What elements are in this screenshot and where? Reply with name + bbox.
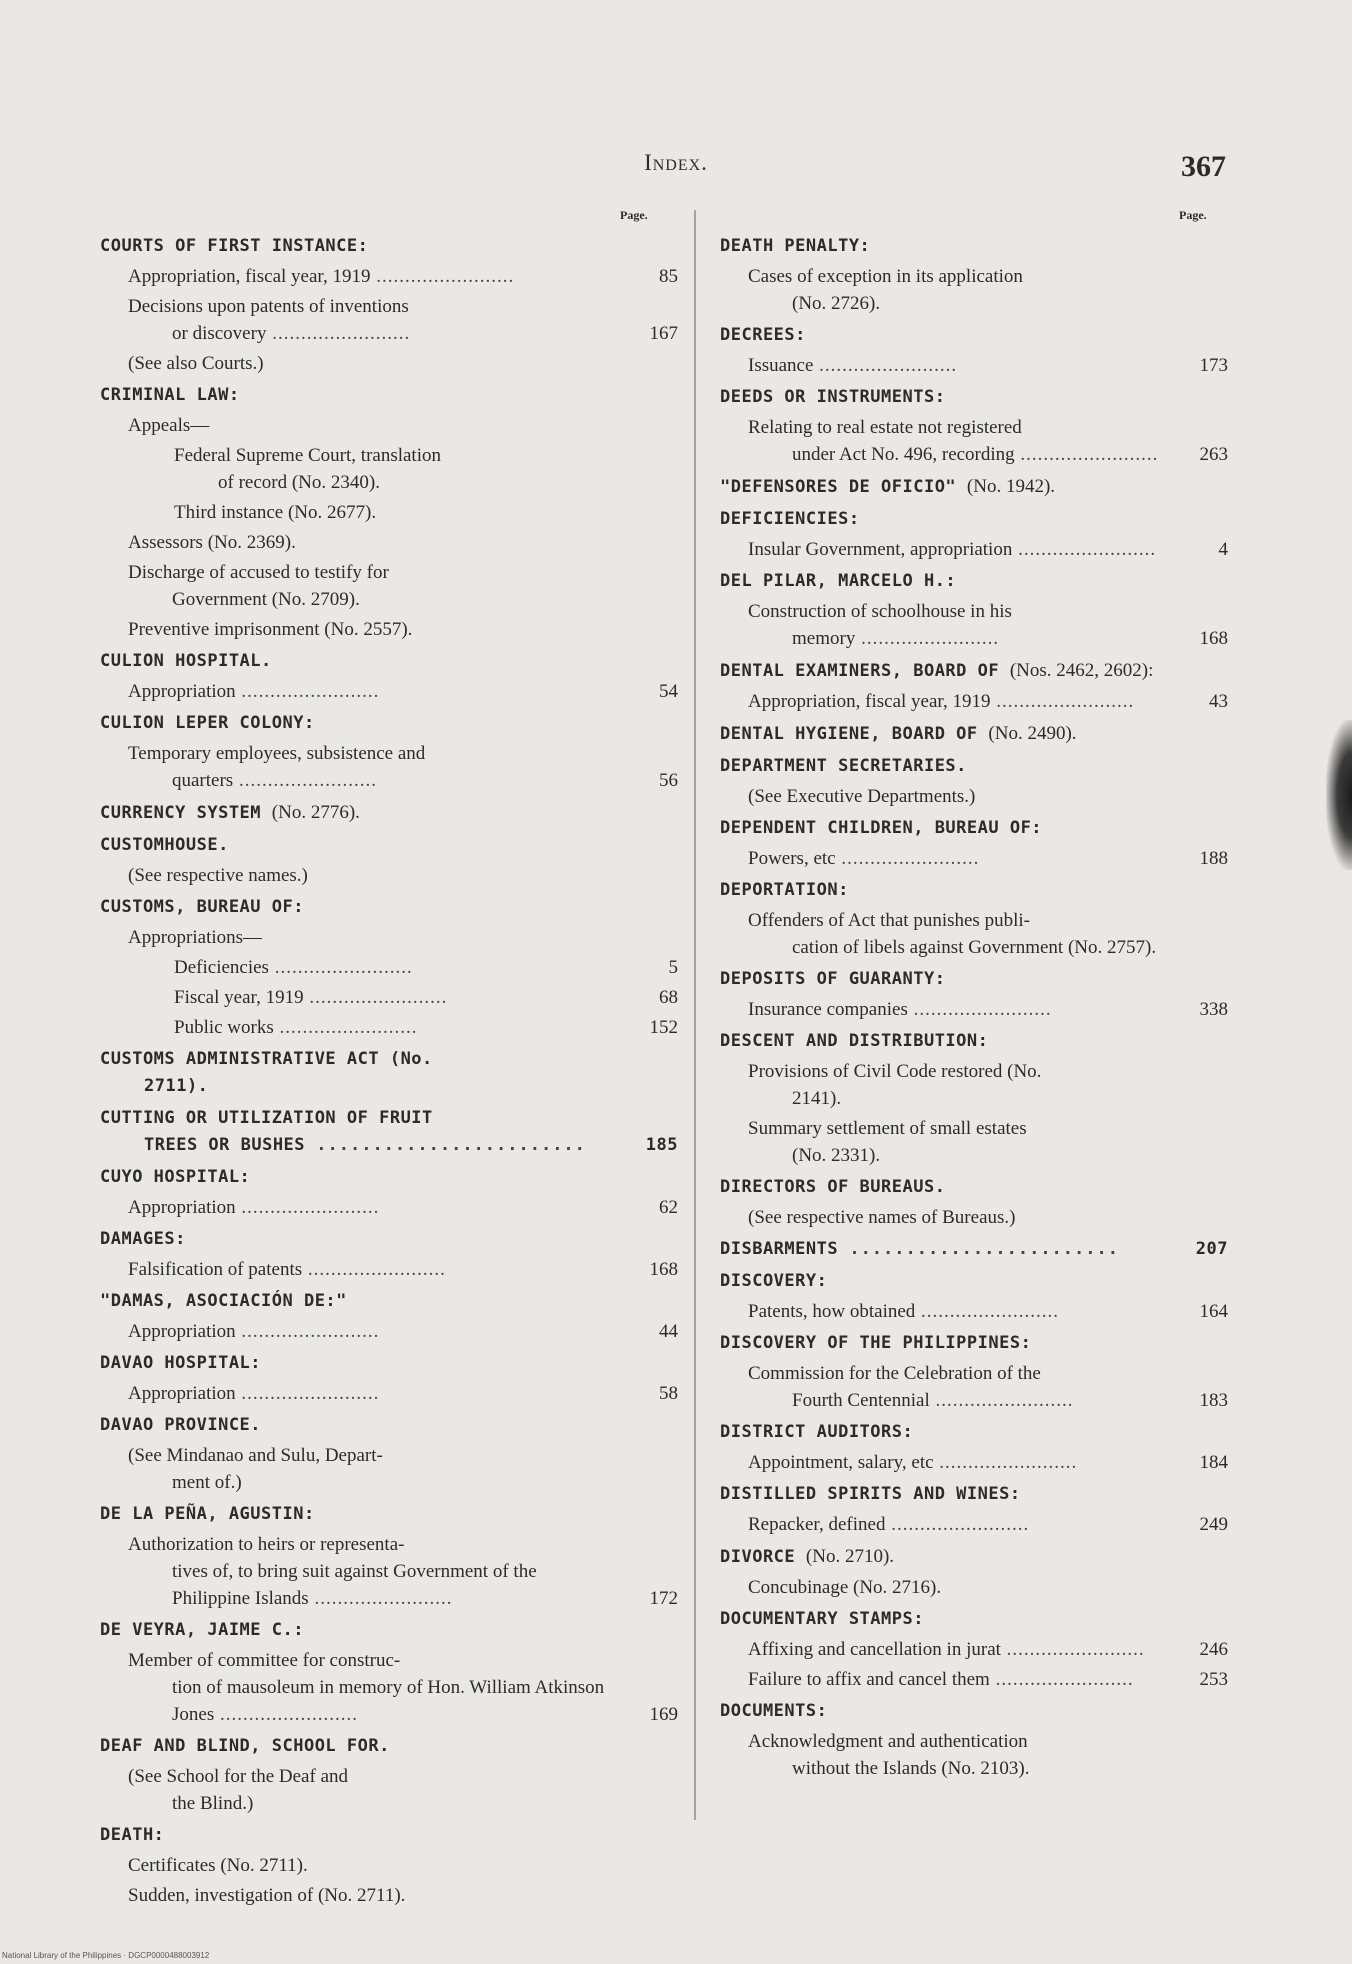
entry-text: DE LA PEÑA, AGUSTIN:	[100, 1504, 315, 1524]
index-subentry	[720, 1511, 1228, 1538]
index-subentry	[100, 1763, 678, 1817]
index-subentry	[720, 1666, 1228, 1693]
index-subentry	[720, 536, 1228, 563]
index-heading	[720, 1268, 1228, 1295]
entry-text: DEATH PENALTY:	[720, 236, 871, 256]
index-subentry	[100, 293, 678, 347]
leader-dots: ........................	[835, 848, 980, 869]
entry-text: Provisions of Civil Code restored (No.	[748, 1061, 1042, 1082]
index-heading	[100, 1822, 678, 1849]
index-subentry	[100, 1318, 678, 1345]
continuation-text: without the Islands (No. 2103).	[792, 1758, 1030, 1779]
entry-text: CUSTOMS, BUREAU OF:	[100, 897, 304, 917]
index-subentry	[720, 1574, 1228, 1601]
binding-shadow	[1326, 720, 1352, 870]
entry-text: Affixing and cancellation in jurat	[748, 1639, 1001, 1660]
entry-continuation	[128, 1469, 616, 1496]
continuation-text: the Blind.)	[172, 1793, 254, 1814]
page-reference: 338	[1199, 999, 1228, 1020]
index-subentry	[100, 924, 678, 951]
index-subentry	[720, 1636, 1228, 1663]
page-reference: 68	[659, 987, 678, 1008]
entry-text: DISBARMENTS	[720, 1239, 839, 1259]
entry-text: Fiscal year, 1919	[174, 987, 304, 1008]
index-subentry	[720, 1204, 1228, 1231]
entry-text: DOCUMENTS:	[720, 1701, 828, 1721]
entry-text: DAMAGES:	[100, 1229, 186, 1249]
entry-text: DAVAO PROVINCE.	[100, 1415, 262, 1435]
index-heading	[720, 568, 1228, 595]
entry-text: Appropriation	[128, 681, 236, 702]
entry-continuation	[128, 1558, 616, 1612]
entry-text: Appropriation, fiscal year, 1919	[128, 266, 371, 287]
index-subentry	[100, 740, 678, 794]
index-heading	[720, 1698, 1228, 1725]
leader-dots: ........................	[235, 1383, 380, 1404]
entry-text: Construction of schoolhouse in his	[748, 601, 1012, 622]
entry-text: DAVAO HOSPITAL:	[100, 1353, 262, 1373]
page-reference: 62	[659, 1197, 678, 1218]
index-heading	[100, 1046, 678, 1100]
index-subentry	[100, 499, 678, 526]
index-heading	[720, 1481, 1228, 1508]
index-subentry	[720, 1115, 1228, 1169]
continuation-text: TREES OR BUSHES	[144, 1135, 306, 1155]
leader-dots: ........................	[273, 1017, 418, 1038]
page-reference: 167	[649, 323, 678, 344]
entry-text: DEPARTMENT SECRETARIES.	[720, 756, 967, 776]
index-subentry	[720, 907, 1228, 961]
leader-dots: ........................	[989, 1669, 1134, 1690]
continuation-text: tives of, to bring suit against Government of the Philippine Islands	[172, 1561, 537, 1609]
leader-dots: ........................	[990, 691, 1135, 712]
entry-text: Offenders of Act that punishes publi-	[748, 910, 1030, 931]
entry-continuation	[748, 1387, 1166, 1414]
entry-continuation	[748, 1142, 1166, 1169]
entry-continuation	[128, 1790, 616, 1817]
page-reference: 85	[659, 266, 678, 287]
index-subentry	[100, 412, 678, 439]
leader-dots: ........................	[1000, 1639, 1145, 1660]
column-divider	[694, 210, 696, 1820]
index-subentry	[100, 442, 678, 496]
index-subentry	[720, 688, 1228, 715]
entry-text: Relating to real estate not registered	[748, 417, 1022, 438]
page-reference: 185	[645, 1135, 678, 1155]
entry-text: Falsification of patents	[128, 1259, 303, 1280]
index-heading	[720, 753, 1228, 780]
page-reference: 188	[1199, 848, 1228, 869]
index-subentry	[100, 1852, 678, 1879]
leader-dots: ........................	[303, 987, 448, 1008]
entry-text: CUTTING OR UTILIZATION OF FRUIT	[100, 1108, 433, 1128]
index-heading	[720, 1606, 1228, 1633]
entry-text: Summary settlement of small estates	[748, 1118, 1027, 1139]
entry-text: DENTAL HYGIENE, BOARD OF	[720, 724, 978, 744]
entry-text: Insurance companies	[748, 999, 908, 1020]
index-subentry	[100, 1531, 678, 1612]
entry-text: DIVORCE	[720, 1547, 796, 1567]
index-heading	[100, 1617, 678, 1644]
page-reference: 253	[1199, 1669, 1228, 1690]
continuation-text: tion of mausoleum in memory of Hon. William Atkinson Jones	[172, 1677, 605, 1725]
index-subentry	[720, 1449, 1228, 1476]
entry-text: Appropriation, fiscal year, 1919	[748, 691, 991, 712]
index-heading	[720, 1330, 1228, 1357]
continuation-text: under Act No. 496, recording	[792, 444, 1015, 465]
continuation-text: 2141).	[792, 1088, 842, 1109]
entry-text: DISTRICT AUDITORS:	[720, 1422, 914, 1442]
entry-text: (See also Courts.)	[128, 353, 264, 374]
entry-text: Sudden, investigation of (No. 2711).	[128, 1885, 406, 1906]
index-subentry	[720, 845, 1228, 872]
entry-rest: (No. 2710).	[805, 1546, 895, 1567]
entry-text: Authorization to heirs or representa-	[128, 1534, 405, 1555]
page-reference: 169	[649, 1704, 678, 1725]
index-subentry	[100, 1380, 678, 1407]
entry-text: CUSTOMS ADMINISTRATIVE ACT (No.	[100, 1049, 433, 1069]
leader-dots: ........................	[268, 957, 413, 978]
index-heading	[720, 657, 1228, 685]
entry-continuation	[174, 469, 616, 496]
entry-text: CURRENCY SYSTEM	[100, 803, 262, 823]
page-reference: 263	[1199, 444, 1228, 465]
page-reference: 43	[1209, 691, 1228, 712]
entry-text: (See respective names.)	[128, 865, 308, 886]
entry-continuation	[748, 290, 1166, 317]
page-reference: 246	[1199, 1639, 1228, 1660]
entry-text: DEL PILAR, MARCELO H.:	[720, 571, 957, 591]
leader-dots: ........................	[302, 1259, 446, 1280]
index-heading	[100, 832, 678, 859]
entry-text: DEPOSITS OF GUARANTY:	[720, 969, 946, 989]
entry-continuation	[100, 1073, 616, 1100]
index-heading	[720, 1419, 1228, 1446]
index-heading	[720, 720, 1228, 748]
index-subentry	[100, 862, 678, 889]
running-title: Index.	[644, 150, 708, 175]
leader-dots: ........................	[813, 355, 958, 376]
index-column-left	[100, 228, 678, 1912]
index-subentry	[720, 352, 1228, 379]
entry-text: DOCUMENTARY STAMPS:	[720, 1609, 924, 1629]
leader-dots: ........................	[929, 1390, 1074, 1411]
index-heading	[720, 1236, 1228, 1263]
index-heading	[720, 473, 1228, 501]
entry-text: Assessors (No. 2369).	[128, 532, 296, 553]
page-number: 367	[1181, 150, 1226, 183]
leader-dots: ........................	[214, 1704, 358, 1725]
index-heading	[100, 382, 678, 409]
page-reference: 168	[649, 1259, 678, 1280]
index-subentry	[720, 1058, 1228, 1112]
index-heading	[100, 710, 678, 737]
index-heading	[100, 894, 678, 921]
index-heading	[100, 233, 678, 260]
continuation-text: cation of libels against Government (No. 2757).	[792, 937, 1157, 958]
entry-text: DEAF AND BLIND, SCHOOL FOR.	[100, 1736, 390, 1756]
index-heading	[100, 1164, 678, 1191]
entry-text: Commission for the Celebration of the	[748, 1363, 1041, 1384]
continuation-text: or discovery	[172, 323, 267, 344]
entry-text: DISTILLED SPIRITS AND WINES:	[720, 1484, 1021, 1504]
continuation-text: 2711).	[144, 1076, 209, 1096]
index-heading	[720, 233, 1228, 260]
index-subentry	[720, 1298, 1228, 1325]
leader-dots: ........................	[1012, 539, 1157, 560]
entry-text: Patents, how obtained	[748, 1301, 916, 1322]
entry-text: DIRECTORS OF BUREAUS.	[720, 1177, 946, 1197]
index-heading	[720, 506, 1228, 533]
entry-continuation	[128, 586, 616, 613]
entry-text: DISCOVERY OF THE PHILIPPINES:	[720, 1333, 1032, 1353]
entry-text: Federal Supreme Court, translation	[174, 445, 441, 466]
index-subentry	[100, 954, 678, 981]
entry-text: DEFICIENCIES:	[720, 509, 860, 529]
index-column-right	[720, 228, 1228, 1785]
entry-text: Repacker, defined	[748, 1514, 886, 1535]
page-reference: 184	[1199, 1452, 1228, 1473]
entry-text: Preventive imprisonment (No. 2557).	[128, 619, 413, 640]
index-subentry	[720, 263, 1228, 317]
continuation-text: of record (No. 2340).	[218, 472, 380, 493]
index-heading	[100, 1412, 678, 1439]
entry-text: Third instance (No. 2677).	[174, 502, 377, 523]
index-heading	[100, 1733, 678, 1760]
leader-dots: ........................	[235, 1197, 380, 1218]
page-reference: 249	[1199, 1514, 1228, 1535]
index-heading	[720, 322, 1228, 349]
page-reference: 5	[668, 957, 678, 978]
entry-rest: (No. 2490).	[988, 723, 1077, 744]
index-heading	[720, 877, 1228, 904]
index-heading	[100, 1501, 678, 1528]
page-reference: 172	[649, 1588, 678, 1609]
leader-dots: ........................	[233, 770, 377, 791]
leader-dots: ........................	[1014, 444, 1159, 465]
page-reference: 152	[649, 1017, 678, 1038]
entry-text: "DAMAS, ASOCIACIÓN DE:"	[100, 1291, 347, 1311]
entry-rest: (No. 1942).	[966, 476, 1056, 497]
continuation-text: Government (No. 2709).	[172, 589, 360, 610]
index-heading	[720, 966, 1228, 993]
index-heading	[100, 1288, 678, 1315]
entry-text: Appropriation	[128, 1197, 236, 1218]
entry-continuation	[748, 1755, 1166, 1782]
footer-note: National Library of the Philippines · DGCP0000488003912	[2, 1951, 210, 1960]
index-subentry	[100, 1882, 678, 1909]
index-subentry	[100, 1256, 678, 1283]
index-subentry	[100, 1014, 678, 1041]
entry-continuation	[748, 934, 1166, 961]
entry-text: DENTAL EXAMINERS, BOARD OF	[720, 661, 1000, 681]
index-subentry	[720, 598, 1228, 652]
entry-text: Certificates (No. 2711).	[128, 1855, 308, 1876]
entry-text: Appropriations—	[128, 927, 263, 948]
entry-text: Powers, etc	[748, 848, 836, 869]
entry-continuation	[128, 1674, 616, 1728]
leader-dots: ........................	[266, 323, 411, 344]
index-heading	[100, 1105, 678, 1159]
continuation-text: memory	[792, 628, 856, 649]
page-reference: 44	[659, 1321, 678, 1342]
index-subentry	[100, 529, 678, 556]
leader-dots: ........................	[933, 1452, 1078, 1473]
entry-text: DEPENDENT CHILDREN, BUREAU OF:	[720, 818, 1043, 838]
leader-dots: ........................	[235, 681, 380, 702]
entry-text: DEATH:	[100, 1825, 165, 1845]
entry-text: DE VEYRA, JAIME C.:	[100, 1620, 304, 1640]
index-subentry	[100, 559, 678, 613]
index-heading	[100, 648, 678, 675]
index-subentry	[100, 263, 678, 290]
index-heading	[720, 1543, 1228, 1571]
entry-text: Insular Government, appropriation	[748, 539, 1013, 560]
leader-dots: ........................	[370, 266, 515, 287]
page-reference: 164	[1199, 1301, 1228, 1322]
entry-text: (See respective names of Bureaus.)	[748, 1207, 1016, 1228]
entry-rest: (Nos. 2462, 2602):	[1009, 660, 1154, 681]
leader-dots: ........................	[308, 1588, 453, 1609]
continuation-text: Fourth Centennial	[792, 1390, 930, 1411]
entry-text: CUYO HOSPITAL:	[100, 1167, 251, 1187]
page-reference: 183	[1199, 1390, 1228, 1411]
entry-text: Appropriation	[128, 1321, 236, 1342]
entry-text: Discharge of accused to testify for	[128, 562, 389, 583]
leader-dots: ........................	[885, 1514, 1030, 1535]
entry-continuation	[100, 1132, 616, 1159]
entry-text: CRIMINAL LAW:	[100, 385, 240, 405]
page-reference: 54	[659, 681, 678, 702]
index-subentry	[720, 783, 1228, 810]
entry-continuation	[128, 320, 616, 347]
entry-text: CUSTOMHOUSE.	[100, 835, 229, 855]
index-subentry	[720, 414, 1228, 468]
page-reference: 56	[659, 770, 678, 791]
index-heading	[100, 1226, 678, 1253]
page-column-label-left: Page.	[620, 208, 648, 222]
continuation-text: quarters	[172, 770, 234, 791]
page-reference: 168	[1199, 628, 1228, 649]
leader-dots: ........................	[235, 1321, 380, 1342]
index-heading	[720, 384, 1228, 411]
index-subentry	[100, 1647, 678, 1728]
entry-text: Public works	[174, 1017, 274, 1038]
entry-text: Appeals—	[128, 415, 210, 436]
index-heading	[720, 1174, 1228, 1201]
index-heading	[100, 799, 678, 827]
entry-rest: (No. 2776).	[271, 802, 360, 823]
index-subentry	[100, 616, 678, 643]
index-subentry	[100, 678, 678, 705]
leader-dots: ........................	[907, 999, 1052, 1020]
index-subentry	[100, 984, 678, 1011]
entry-text: DEPORTATION:	[720, 880, 849, 900]
index-heading	[100, 1350, 678, 1377]
leader-dots: ........................	[838, 1239, 1119, 1259]
entry-continuation	[128, 767, 616, 794]
entry-text: COURTS OF FIRST INSTANCE:	[100, 236, 369, 256]
index-subentry	[720, 996, 1228, 1023]
continuation-text: (No. 2726).	[792, 293, 881, 314]
index-heading	[720, 1028, 1228, 1055]
entry-text: Member of committee for construc-	[128, 1650, 401, 1671]
index-subentry	[100, 1194, 678, 1221]
page-reference: 207	[1195, 1239, 1228, 1259]
entry-text: Cases of exception in its application	[748, 266, 1023, 287]
entry-text: Acknowledgment and authentication	[748, 1731, 1028, 1752]
leader-dots: ........................	[305, 1135, 586, 1155]
entry-text: Issuance	[748, 355, 814, 376]
entry-continuation	[748, 625, 1166, 652]
entry-text: DESCENT AND DISTRIBUTION:	[720, 1031, 989, 1051]
entry-text: (See Mindanao and Sulu, Depart-	[128, 1445, 383, 1466]
continuation-text: ment of.)	[172, 1472, 242, 1493]
entry-text: Deficiencies	[174, 957, 269, 978]
entry-text: DEEDS OR INSTRUMENTS:	[720, 387, 946, 407]
index-heading	[720, 815, 1228, 842]
index-subentry	[100, 1442, 678, 1496]
entry-continuation	[748, 441, 1166, 468]
entry-text: Failure to affix and cancel them	[748, 1669, 990, 1690]
entry-text: (See Executive Departments.)	[748, 786, 976, 807]
entry-text: Concubinage (No. 2716).	[748, 1577, 942, 1598]
entry-text: Appointment, salary, etc	[748, 1452, 934, 1473]
entry-text: Temporary employees, subsistence and	[128, 743, 426, 764]
leader-dots: ........................	[915, 1301, 1060, 1322]
entry-text: "DEFENSORES DE OFICIO"	[720, 477, 957, 497]
index-subentry	[100, 350, 678, 377]
entry-text: Decisions upon patents of inventions	[128, 296, 409, 317]
index-subentry	[720, 1360, 1228, 1414]
entry-text: Appropriation	[128, 1383, 236, 1404]
page-reference: 173	[1199, 355, 1228, 376]
page-column-label-right: Page.	[1179, 208, 1207, 222]
continuation-text: (No. 2331).	[792, 1145, 881, 1166]
entry-continuation	[748, 1085, 1166, 1112]
entry-text: CULION LEPER COLONY:	[100, 713, 315, 733]
entry-text: DECREES:	[720, 325, 806, 345]
leader-dots: ........................	[855, 628, 1000, 649]
entry-text: (See School for the Deaf and	[128, 1766, 349, 1787]
entry-text: DISCOVERY:	[720, 1271, 828, 1291]
page-reference: 58	[659, 1383, 678, 1404]
page-reference: 4	[1218, 539, 1228, 560]
entry-text: CULION HOSPITAL.	[100, 651, 272, 671]
index-subentry	[720, 1728, 1228, 1782]
